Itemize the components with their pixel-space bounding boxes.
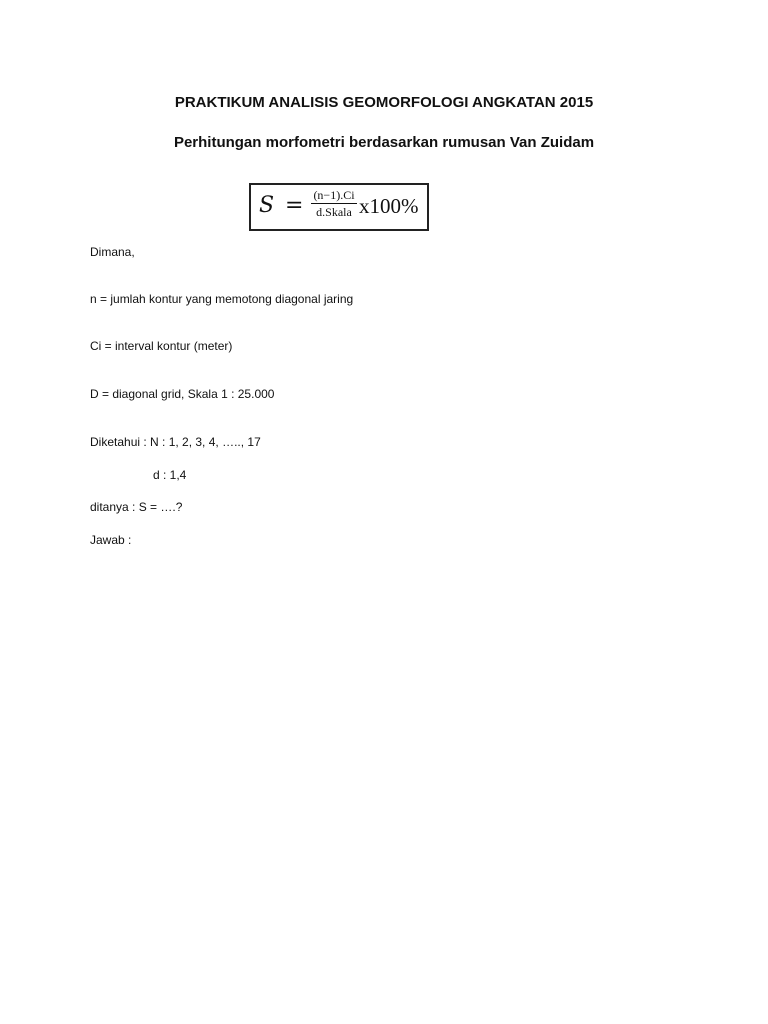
text-ditanya: ditanya : S = ….? [90, 500, 183, 514]
formula-denominator: d.Skala [316, 205, 352, 219]
formula-equals: = [285, 193, 304, 218]
page-title: PRAKTIKUM ANALISIS GEOMORFOLOGI ANGKATAN 2015 [174, 94, 594, 111]
text-jawab: Jawab : [90, 533, 132, 547]
text-dimana: Dimana, [90, 245, 135, 259]
formula-lhs: S [259, 193, 275, 218]
text-n-definition: n = jumlah kontur yang memotong diagonal jaring [90, 292, 354, 306]
text-ci-definition: Ci = interval kontur (meter) [90, 339, 233, 353]
text-diketahui: Diketahui : N : 1, 2, 3, 4, ….., 17 [90, 435, 261, 449]
formula-fraction [311, 188, 357, 220]
text-d-value: d : 1,4 [153, 468, 187, 482]
page-subtitle: Perhitungan morfometri berdasarkan rumusan Van Zuidam [173, 134, 595, 151]
formula-box [249, 183, 429, 231]
formula-multiplier: x100% [359, 194, 419, 218]
text-d-definition: D = diagonal grid, Skala 1 : 25.000 [90, 387, 275, 401]
formula-numerator: (n−1).Ci [311, 188, 357, 204]
